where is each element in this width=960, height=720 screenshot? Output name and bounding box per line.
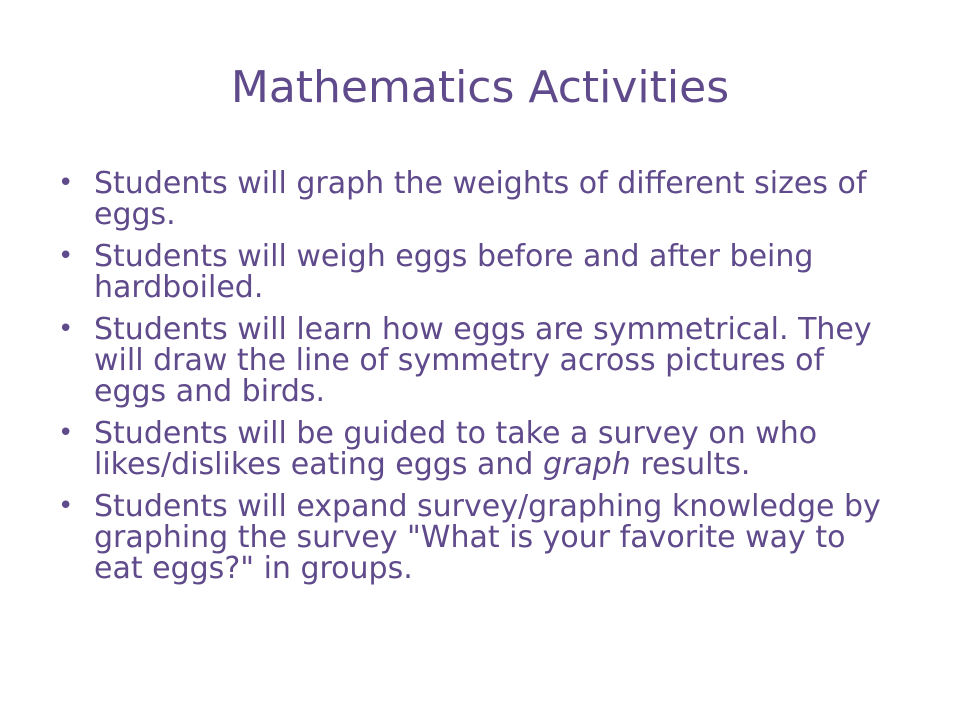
bullet-text: Students will weigh eggs before and after being hardboiled. [94,239,814,305]
bullet-item [58,241,898,303]
bullet-text-emphasis: graph [543,447,631,482]
slide-title: Mathematics Activities [230,62,730,113]
bullet-text-after: results. [630,447,751,482]
bullet-marker: • [58,168,74,198]
bullet-marker: • [58,314,74,344]
bullet-text [94,416,817,482]
bullet-marker: • [58,241,74,271]
bullet-item [58,168,898,230]
bullet-list [58,168,898,595]
bullet-text: Students will graph the weights of different sizes of eggs. [94,166,867,232]
bullet-text-before: Students will be guided to take a survey on who likes/dislikes eating eggs and [94,416,818,482]
bullet-text: Students will learn how eggs are symmetrical. They will draw the line of symmetry across pictures of eggs and birds. [94,312,872,409]
bullet-item [58,314,898,407]
bullet-text: Students will expand survey/graphing knowledge by graphing the survey "What is your favorite way to eat eggs?" in groups. [94,489,881,586]
bullet-item [58,418,898,480]
bullet-marker: • [58,491,74,521]
bullet-marker: • [58,418,74,448]
bullet-item [58,491,898,584]
